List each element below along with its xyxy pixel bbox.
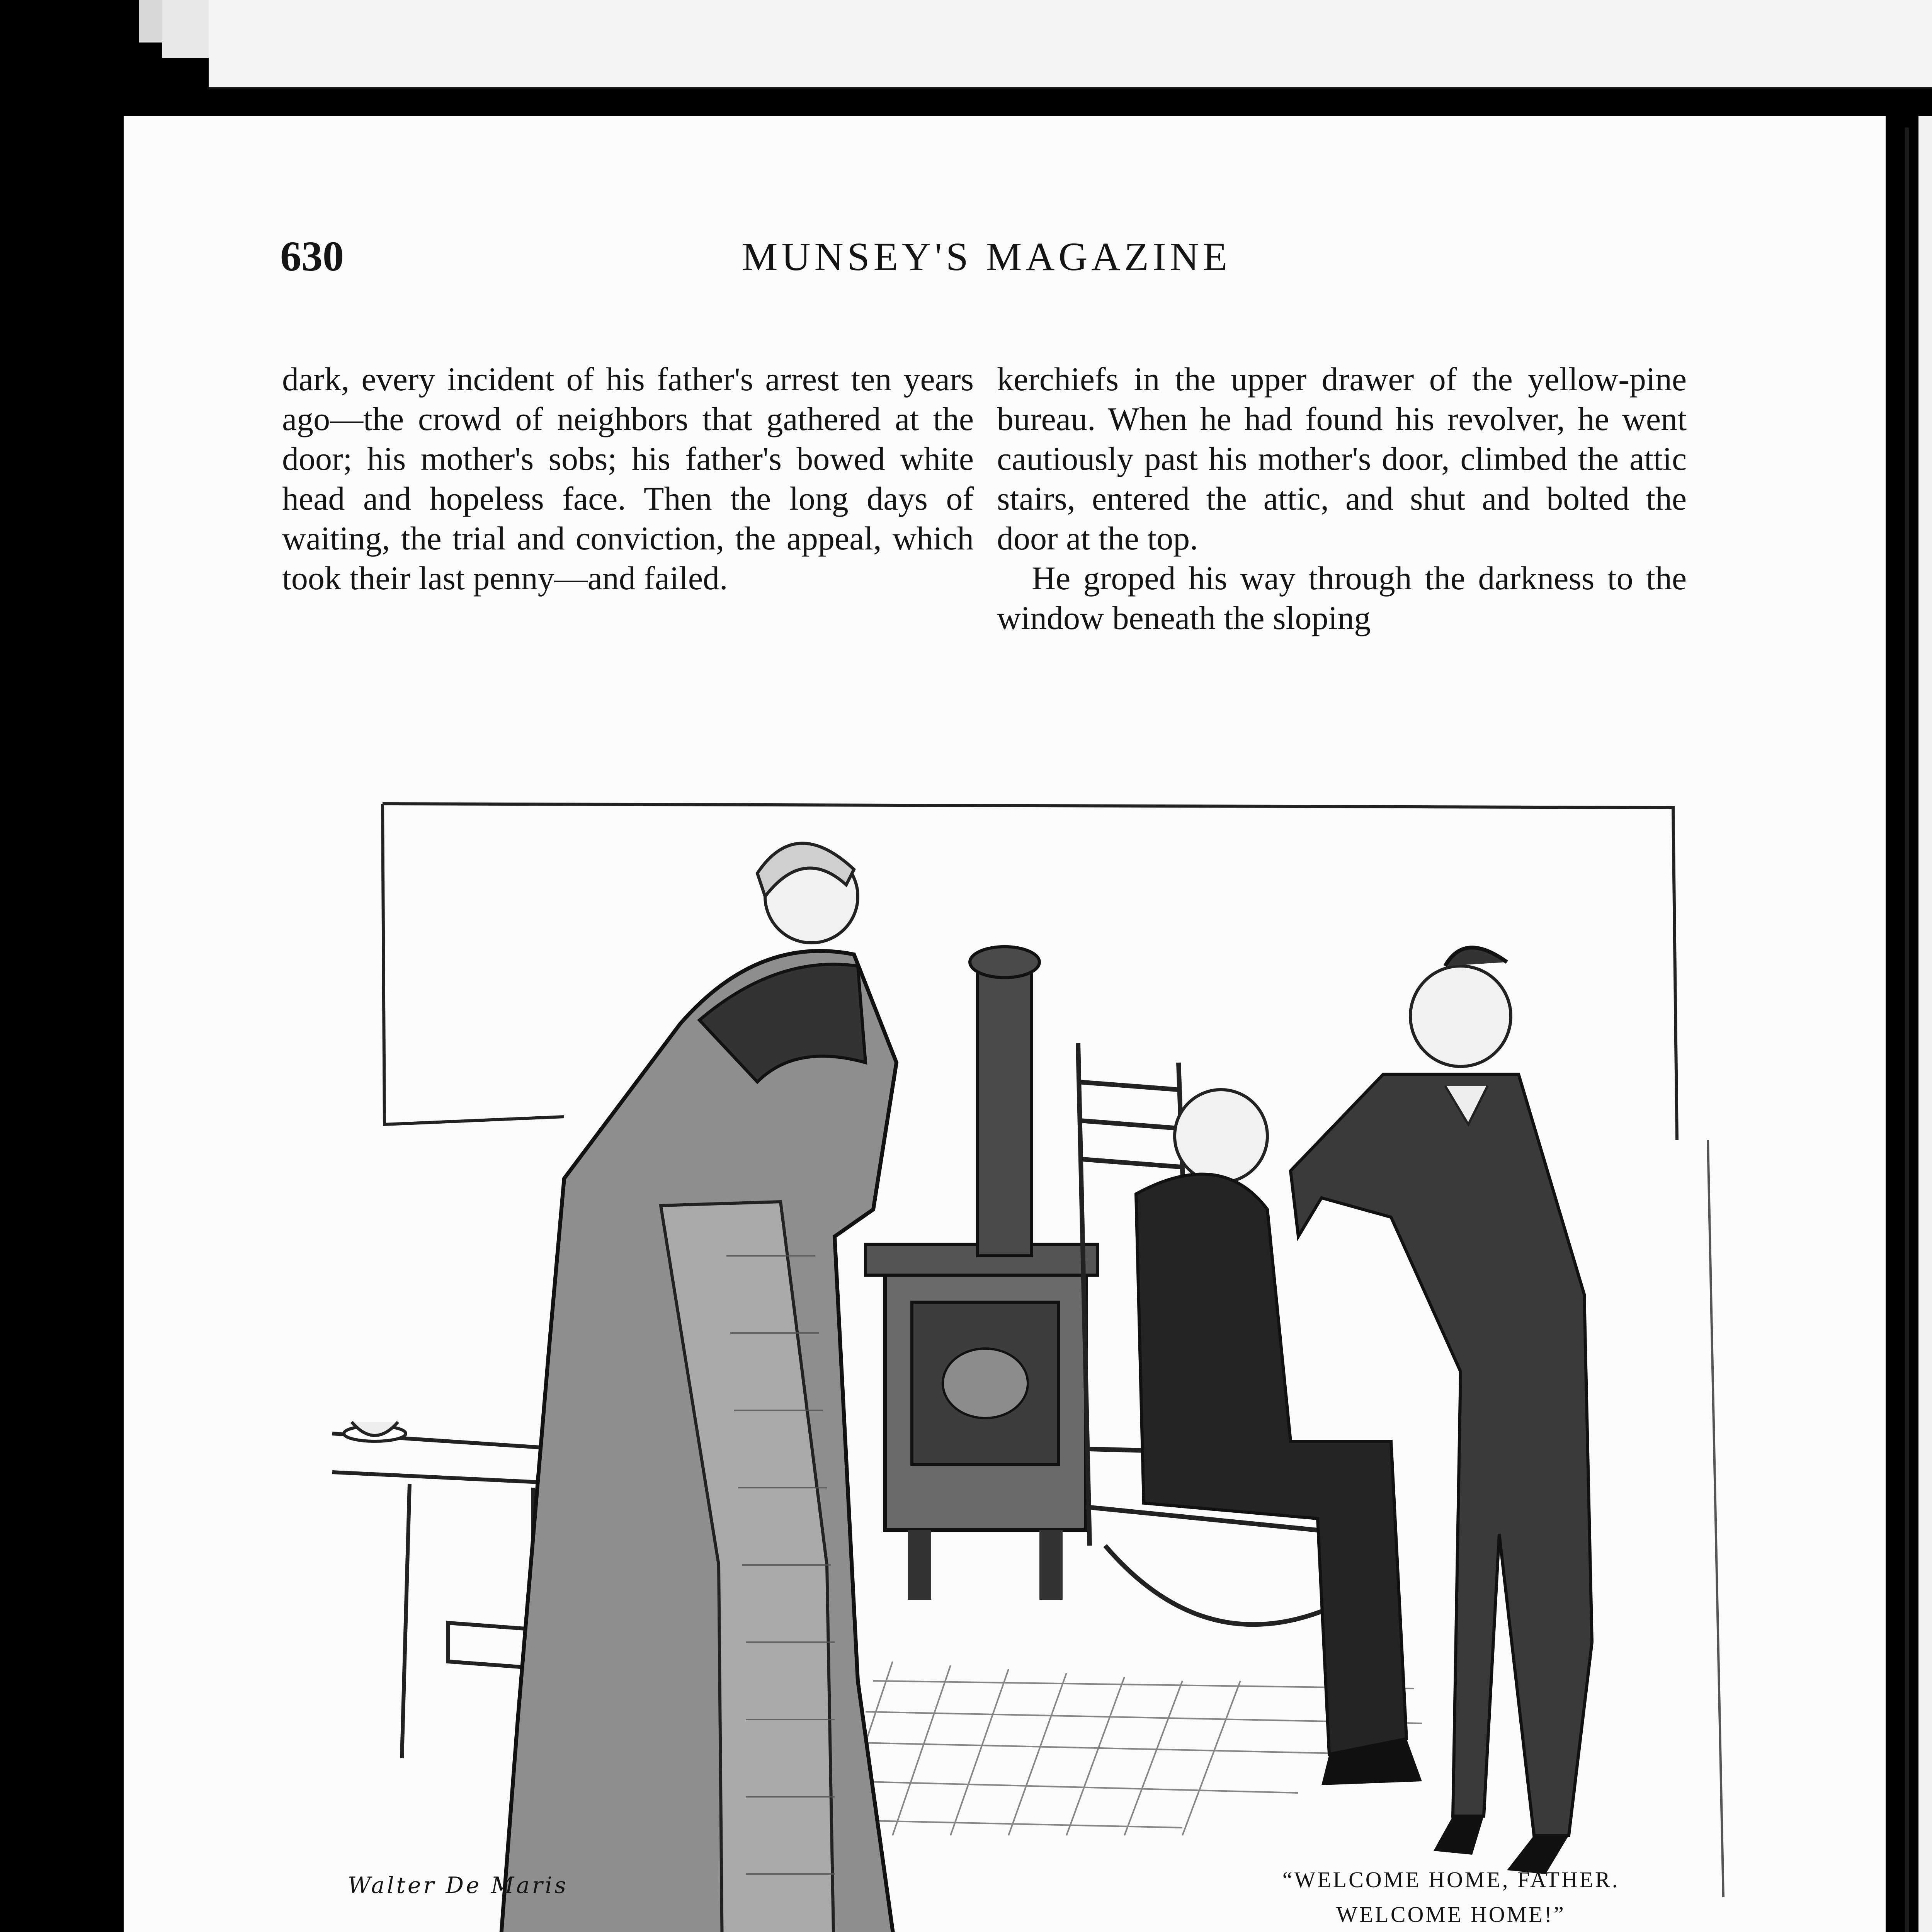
- caption-line: “WELCOME HOME, FATHER.: [1282, 1867, 1620, 1892]
- caption-line: WELCOME HOME!”: [1336, 1902, 1566, 1927]
- illustrator-signature: Walter De Maris: [348, 1872, 568, 1898]
- illustration-caption: [1209, 1862, 1692, 1932]
- background-sheet: [209, 0, 1932, 88]
- paragraph: dark, every incident of his father's arrest ten years ago—the crowd of neighbors that gathered at the door; his mother's sobs; his father's bowed white head and hopeless face. Then the long days of waiting, the trial and conviction, the appeal, which took their last penny—and failed.: [282, 361, 974, 597]
- text-column-top-left: [282, 359, 974, 598]
- text-column-top-right: [997, 359, 1687, 638]
- paragraph: kerchiefs in the upper drawer of the yellow-pine bureau. When he had found his revolver, he went cautiously past his mother's door, climbed the attic stairs, entered the attic, and shut and bolted the door at the top.: [997, 361, 1687, 557]
- page-gutter-line: [1905, 128, 1909, 1932]
- illustration: [332, 715, 1774, 1932]
- paragraph: He groped his way through the darkness to the window beneath the sloping: [997, 560, 1687, 636]
- adjacent-page-edge: [1918, 116, 1932, 1932]
- page-number: 630: [280, 233, 344, 280]
- running-title: MUNSEY'S MAGAZINE: [742, 235, 1231, 279]
- magazine-page: [124, 116, 1886, 1932]
